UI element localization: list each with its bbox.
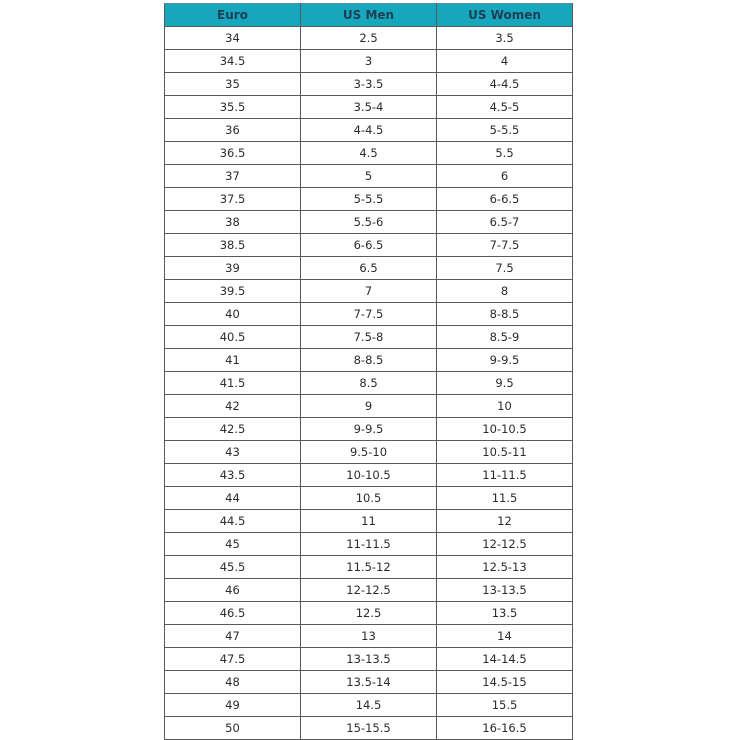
table-row: [165, 27, 573, 50]
us-women-cell: 10.5-11: [437, 441, 573, 464]
table-row: [165, 211, 573, 234]
column-header-euro: Euro: [165, 4, 301, 27]
us-men-cell: 13: [301, 625, 437, 648]
euro-cell: 49: [165, 694, 301, 717]
us-women-cell: 12: [437, 510, 573, 533]
euro-cell: 50: [165, 717, 301, 740]
us-men-cell: 9: [301, 395, 437, 418]
table-row: [165, 73, 573, 96]
euro-cell: 40.5: [165, 326, 301, 349]
us-women-cell: 7.5: [437, 257, 573, 280]
table-row: [165, 234, 573, 257]
us-women-cell: 12.5-13: [437, 556, 573, 579]
us-women-cell: 4.5-5: [437, 96, 573, 119]
us-men-cell: 5-5.5: [301, 188, 437, 211]
us-women-cell: 16-16.5: [437, 717, 573, 740]
us-women-cell: 6.5-7: [437, 211, 573, 234]
us-men-cell: 12-12.5: [301, 579, 437, 602]
euro-cell: 41: [165, 349, 301, 372]
table-row: [165, 257, 573, 280]
table-row: [165, 671, 573, 694]
table-row: [165, 119, 573, 142]
us-women-cell: 8: [437, 280, 573, 303]
us-women-cell: 6-6.5: [437, 188, 573, 211]
us-men-cell: 6-6.5: [301, 234, 437, 257]
euro-cell: 40: [165, 303, 301, 326]
table-row: [165, 303, 573, 326]
us-men-cell: 11-11.5: [301, 533, 437, 556]
euro-cell: 38.5: [165, 234, 301, 257]
us-women-cell: 3.5: [437, 27, 573, 50]
table-row: [165, 579, 573, 602]
euro-cell: 44: [165, 487, 301, 510]
column-header-us-men: US Men: [301, 4, 437, 27]
size-conversion-table: [164, 3, 573, 740]
us-men-cell: 3-3.5: [301, 73, 437, 96]
euro-cell: 37.5: [165, 188, 301, 211]
us-men-cell: 10.5: [301, 487, 437, 510]
euro-cell: 47.5: [165, 648, 301, 671]
column-header-us-women: US Women: [437, 4, 573, 27]
us-men-cell: 8.5: [301, 372, 437, 395]
us-men-cell: 13-13.5: [301, 648, 437, 671]
us-women-cell: 13.5: [437, 602, 573, 625]
table-row: [165, 372, 573, 395]
us-men-cell: 13.5-14: [301, 671, 437, 694]
us-women-cell: 14: [437, 625, 573, 648]
us-men-cell: 9-9.5: [301, 418, 437, 441]
us-men-cell: 14.5: [301, 694, 437, 717]
euro-cell: 42: [165, 395, 301, 418]
us-women-cell: 4-4.5: [437, 73, 573, 96]
us-women-cell: 5.5: [437, 142, 573, 165]
table-header: [165, 4, 573, 27]
us-women-cell: 8-8.5: [437, 303, 573, 326]
us-men-cell: 12.5: [301, 602, 437, 625]
table-body: [165, 27, 573, 740]
euro-cell: 45: [165, 533, 301, 556]
euro-cell: 34.5: [165, 50, 301, 73]
table-row: [165, 349, 573, 372]
us-women-cell: 14-14.5: [437, 648, 573, 671]
euro-cell: 46: [165, 579, 301, 602]
table-row: [165, 188, 573, 211]
us-women-cell: 7-7.5: [437, 234, 573, 257]
euro-cell: 42.5: [165, 418, 301, 441]
euro-cell: 43.5: [165, 464, 301, 487]
euro-cell: 36: [165, 119, 301, 142]
table-row: [165, 50, 573, 73]
us-women-cell: 8.5-9: [437, 326, 573, 349]
us-women-cell: 15.5: [437, 694, 573, 717]
euro-cell: 36.5: [165, 142, 301, 165]
table-row: [165, 96, 573, 119]
table-row: [165, 418, 573, 441]
us-women-cell: 12-12.5: [437, 533, 573, 556]
us-men-cell: 3.5-4: [301, 96, 437, 119]
us-women-cell: 11.5: [437, 487, 573, 510]
table-row: [165, 510, 573, 533]
us-men-cell: 5.5-6: [301, 211, 437, 234]
us-women-cell: 14.5-15: [437, 671, 573, 694]
euro-cell: 41.5: [165, 372, 301, 395]
table-row: [165, 487, 573, 510]
table-row: [165, 648, 573, 671]
table-row: [165, 694, 573, 717]
euro-cell: 44.5: [165, 510, 301, 533]
euro-cell: 37: [165, 165, 301, 188]
header-row: [165, 4, 573, 27]
table-row: [165, 280, 573, 303]
table-row: [165, 142, 573, 165]
us-men-cell: 7: [301, 280, 437, 303]
us-men-cell: 4-4.5: [301, 119, 437, 142]
table-row: [165, 556, 573, 579]
euro-cell: 45.5: [165, 556, 301, 579]
us-men-cell: 7.5-8: [301, 326, 437, 349]
table-row: [165, 464, 573, 487]
us-men-cell: 2.5: [301, 27, 437, 50]
table-row: [165, 602, 573, 625]
us-men-cell: 3: [301, 50, 437, 73]
us-women-cell: 10-10.5: [437, 418, 573, 441]
euro-cell: 43: [165, 441, 301, 464]
us-women-cell: 13-13.5: [437, 579, 573, 602]
us-women-cell: 4: [437, 50, 573, 73]
us-men-cell: 4.5: [301, 142, 437, 165]
us-men-cell: 8-8.5: [301, 349, 437, 372]
us-women-cell: 11-11.5: [437, 464, 573, 487]
table-row: [165, 533, 573, 556]
us-men-cell: 7-7.5: [301, 303, 437, 326]
us-men-cell: 15-15.5: [301, 717, 437, 740]
table-row: [165, 165, 573, 188]
us-women-cell: 9-9.5: [437, 349, 573, 372]
euro-cell: 39: [165, 257, 301, 280]
table-row: [165, 717, 573, 740]
euro-cell: 38: [165, 211, 301, 234]
euro-cell: 48: [165, 671, 301, 694]
us-men-cell: 6.5: [301, 257, 437, 280]
euro-cell: 47: [165, 625, 301, 648]
us-men-cell: 11.5-12: [301, 556, 437, 579]
us-women-cell: 9.5: [437, 372, 573, 395]
us-women-cell: 6: [437, 165, 573, 188]
us-men-cell: 9.5-10: [301, 441, 437, 464]
us-men-cell: 11: [301, 510, 437, 533]
euro-cell: 34: [165, 27, 301, 50]
table-row: [165, 441, 573, 464]
euro-cell: 35.5: [165, 96, 301, 119]
euro-cell: 39.5: [165, 280, 301, 303]
table-row: [165, 326, 573, 349]
euro-cell: 46.5: [165, 602, 301, 625]
euro-cell: 35: [165, 73, 301, 96]
us-men-cell: 5: [301, 165, 437, 188]
us-men-cell: 10-10.5: [301, 464, 437, 487]
table-row: [165, 395, 573, 418]
us-women-cell: 5-5.5: [437, 119, 573, 142]
us-women-cell: 10: [437, 395, 573, 418]
table-row: [165, 625, 573, 648]
